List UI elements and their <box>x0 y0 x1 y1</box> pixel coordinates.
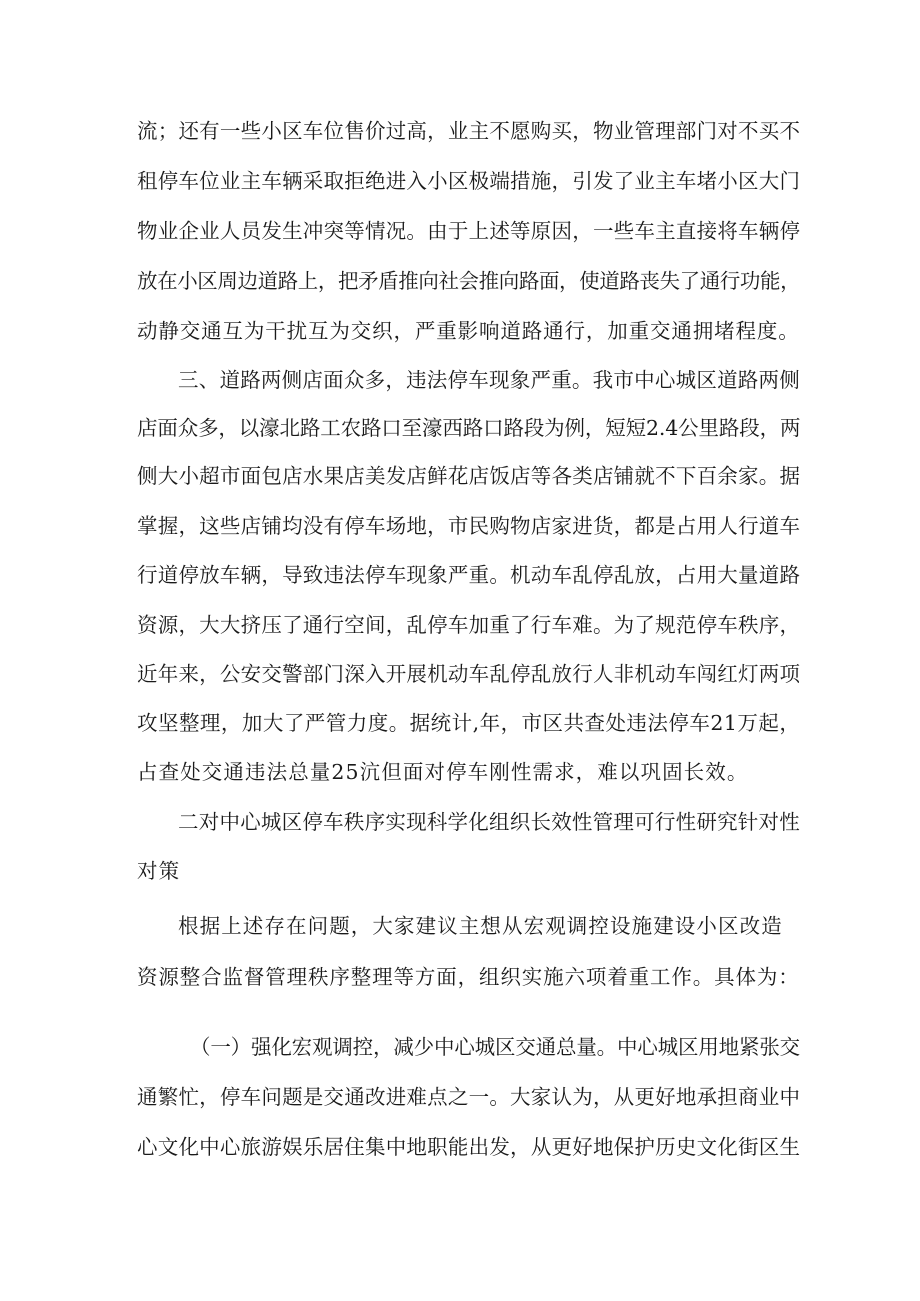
text-line: 近年来，公安交警部门深入开展机动车乱停乱放行人非机动车闯红灯两项 <box>137 662 801 686</box>
text-line: 租停车位业主车辆采取拒绝进入小区极端措施，引发了业主车堵小区大门 <box>137 169 801 193</box>
text-line: 放在小区周边道路上，把矛盾推向社会推向路面，使道路丧失了通行功能， <box>137 269 801 293</box>
text-line: 物业企业人员发生冲突等情况。由于上述等原因，一些车主直接将车辆停 <box>137 219 801 243</box>
text-line: 占查处交通违法总量25沆但面对停车刚性需求，难以巩固长效。 <box>137 760 749 784</box>
text-line: 流；还有一些小区车位售价过高，业主不愿购买，物业管理部门对不买不 <box>137 119 801 143</box>
text-line: 攻坚整理，加大了严管力度。据统计,年，市区共查处违法停车21万起， <box>137 711 801 735</box>
text-line: 心文化中心旅游娱乐居住集中地职能出发，从更好地保护历史文化街区生 <box>137 1135 801 1159</box>
text-line: 侧大小超市面包店水果店美发店鲜花店饭店等各类店铺就不下百余家。据 <box>137 464 801 488</box>
text-line: 通繁忙，停车问题是交通改进难点之一。大家认为，从更好地承担商业中 <box>137 1085 801 1109</box>
text-line: 动静交通互为干扰互为交织，严重影响道路通行，加重交通拥堵程度。 <box>137 319 800 343</box>
text-line: 资源，大大挤压了通行空间，乱停车加重了行车难。为了规范停车秩序， <box>137 613 801 637</box>
text-line: 店面众多，以濠北路工农路口至濠西路口路段为例，短短2.4公里路段，两 <box>137 416 801 440</box>
text-line: 掌握，这些店铺均没有停车场地，市民购物店家进货，都是占用人行道车 <box>137 514 801 538</box>
text-line: 资源整合监督管理秩序整理等方面，组织实施六项着重工作。具体为： <box>137 965 800 989</box>
section-heading: 二对中心城区停车秩序实现科学化组织长效性管理可行性研究针对性 <box>178 810 800 834</box>
section-heading-continuation: 对策 <box>137 859 181 883</box>
subsection-heading: （一）强化宏观调控，减少中心城区交通总量。中心城区用地紧张交 <box>190 1035 800 1059</box>
paragraph-heading: 三、道路两侧店面众多，违法停车现象严重。我市中心城区道路两侧 <box>178 368 800 392</box>
text-line: 行道停放车辆，导致违法停车现象严重。机动车乱停乱放，占用大量道路 <box>137 563 801 587</box>
text-line: 根据上述存在问题，大家建议主想从宏观调控设施建设小区改造 <box>178 914 783 938</box>
